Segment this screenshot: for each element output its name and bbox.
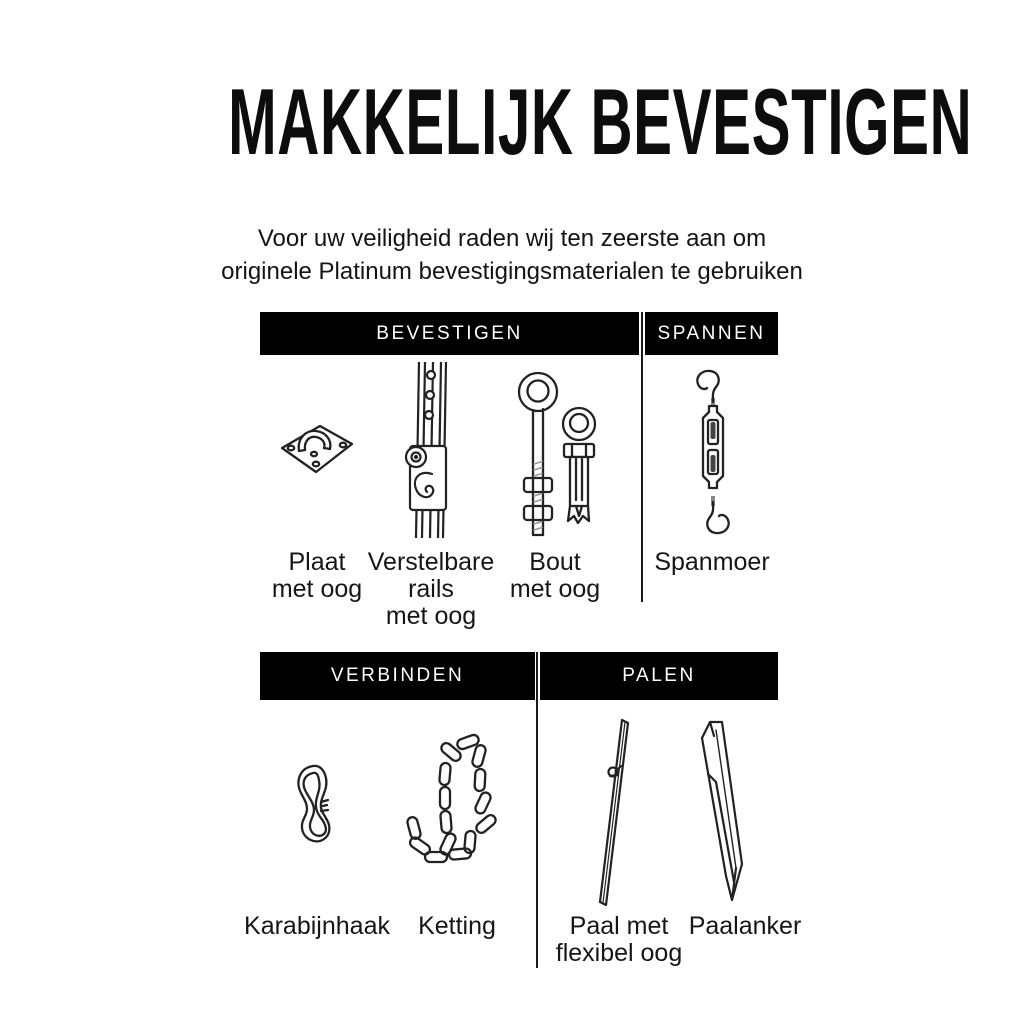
label-ketting: Ketting bbox=[418, 912, 496, 940]
item-karabijnhaak bbox=[288, 762, 344, 848]
item-verstelbare-rails bbox=[398, 362, 462, 538]
turnbuckle-icon bbox=[685, 368, 741, 538]
pole-with-eye-icon bbox=[588, 716, 636, 906]
carabiner-icon bbox=[288, 762, 344, 848]
label-plaat-met-oog: Plaat met oog bbox=[271, 548, 363, 603]
label-verstelbare-rails: Verstelbare rails met oog bbox=[367, 548, 495, 630]
section-header-verbinden: VERBINDEN bbox=[260, 652, 535, 700]
label-spanmoer: Spanmoer bbox=[654, 548, 770, 576]
item-paalanker bbox=[692, 716, 756, 906]
item-paal-met-flexibel-oog bbox=[588, 716, 636, 906]
ground-anchor-icon bbox=[692, 716, 756, 906]
item-ketting bbox=[398, 728, 498, 878]
section-header-palen: PALEN bbox=[540, 652, 778, 700]
section-header-bevestigen: BEVESTIGEN bbox=[260, 312, 639, 355]
chain-icon bbox=[398, 728, 498, 878]
subtitle bbox=[0, 222, 1024, 288]
subtitle-line-2: originele Platinum bevestigingsmaterialen te gebruiken bbox=[221, 258, 803, 285]
adjustable-rail-icon bbox=[398, 362, 462, 538]
label-paalanker: Paalanker bbox=[688, 912, 802, 940]
item-bout-met-oog bbox=[505, 368, 605, 540]
page-title: MAKKELIJK BEVESTIGEN bbox=[228, 69, 973, 174]
label-bout-met-oog: Bout met oog bbox=[509, 548, 601, 603]
eye-bolt-icon bbox=[505, 368, 605, 540]
item-spanmoer bbox=[685, 368, 741, 538]
plate-with-eye-icon bbox=[270, 418, 364, 480]
item-plaat-met-oog bbox=[270, 418, 364, 480]
label-paal-met-flexibel-oog: Paal met flexibel oog bbox=[555, 912, 683, 967]
section-header-spannen: SPANNEN bbox=[645, 312, 778, 355]
subtitle-line-1: Voor uw veiligheid raden wij ten zeerste aan om bbox=[257, 225, 767, 252]
label-karabijnhaak: Karabijnhaak bbox=[244, 912, 390, 940]
